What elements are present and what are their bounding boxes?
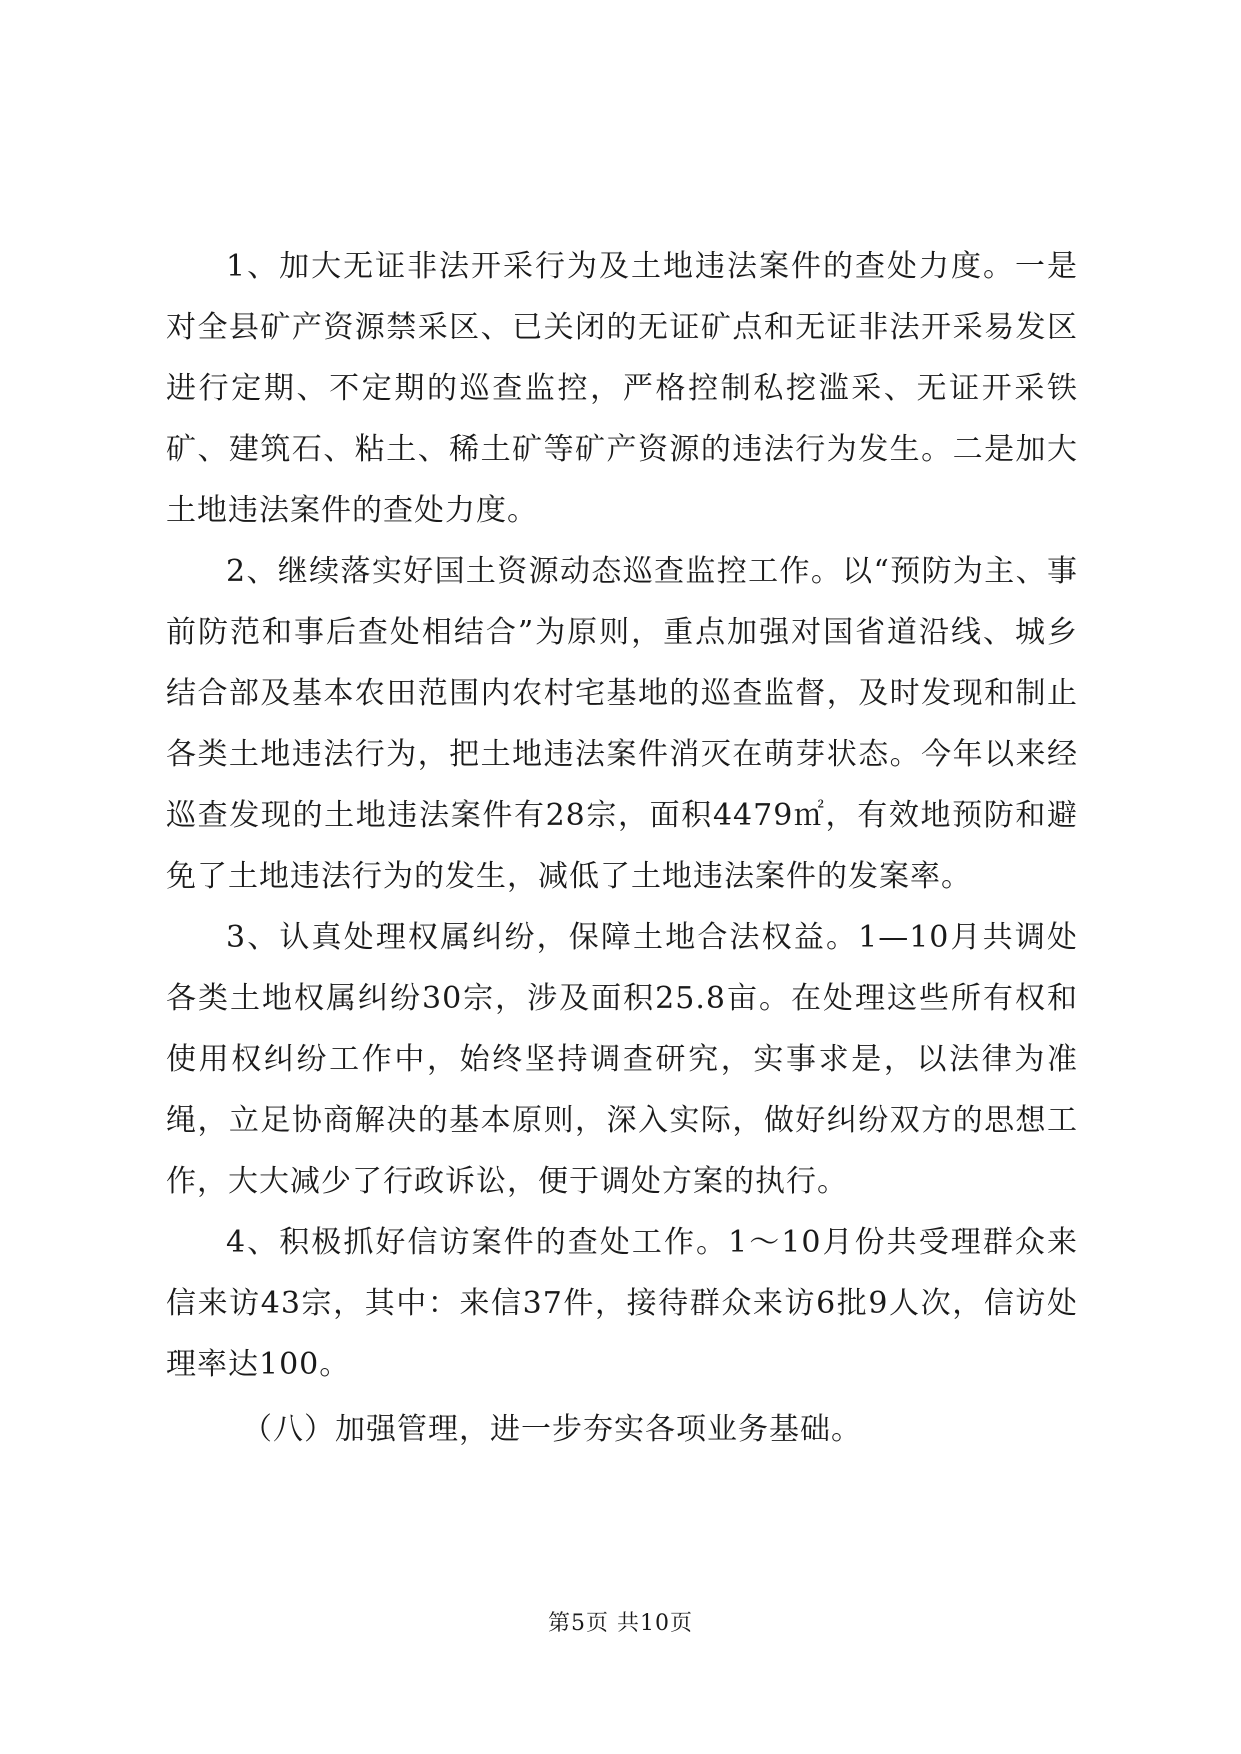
paragraph-2: 2、继续落实好国土资源动态巡查监控工作。以“预防为主、事前防范和事后查处相结合”为原则，重点加强对国省道沿线、城乡结合部及基本农田范围内农村宅基地的巡查监督，及时发现和制止各类土地违法行为，把土地违法案件消灭在萌芽状态。今年以来经巡查发现的土地违法案件有28宗，面积4479㎡，有效地预防和避免了土地违法行为的发生，减低了土地违法案件的发案率。 <box>166 554 1078 894</box>
paragraph-4: 4、积极抓好信访案件的查处工作。1～10月份共受理群众来信来访43宗，其中：来信37件，接待群众来访6批9人次，信访处理率达100。 <box>166 1225 1078 1382</box>
paragraph-3: 3、认真处理权属纠纷，保障土地合法权益。1—10月共调处各类土地权属纠纷30宗，涉及面积25.8亩。在处理这些所有权和使用权纠纷工作中，始终坚持调查研究，实事求是，以法律为准绳，立足协商解决的基本原则，深入实际，做好纠纷双方的思想工作，大大减少了行政诉讼，便于调处方案的执行。 <box>166 920 1078 1199</box>
section-heading: （八）加强管理，进一步夯实各项业务基础。 <box>242 1412 862 1447</box>
document-body <box>166 236 1078 1460</box>
page-number-footer: 第5页 共10页 <box>548 1611 693 1636</box>
paragraph-1: 1、加大无证非法开采行为及土地违法案件的查处力度。一是对全县矿产资源禁采区、已关闭的无证矿点和无证非法开采易发区进行定期、不定期的巡查监控，严格控制私挖滥采、无证开采铁矿、建筑石、粘土、稀土矿等矿产资源的违法行为发生。二是加大土地违法案件的查处力度。 <box>166 249 1078 528</box>
